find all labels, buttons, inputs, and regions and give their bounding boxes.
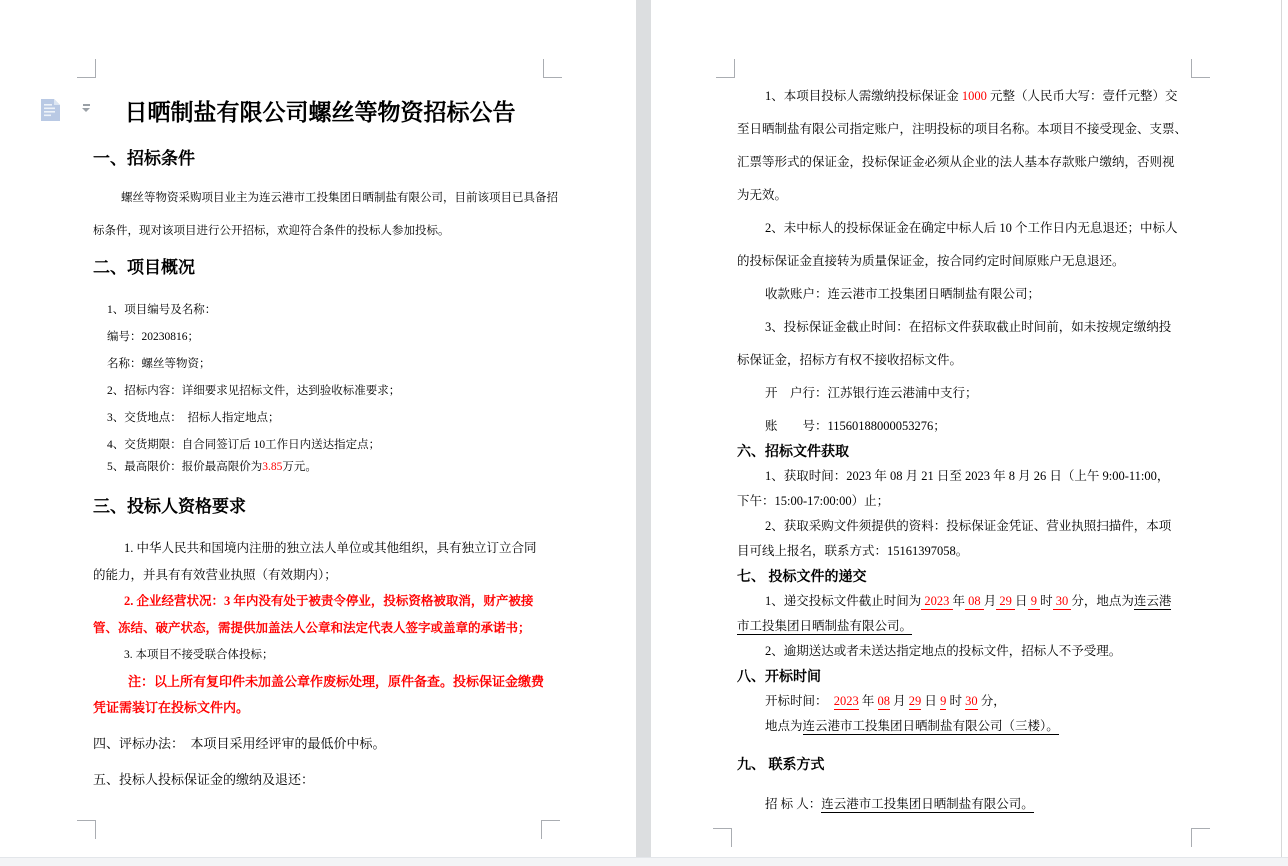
text-segment: 分 [1071, 594, 1084, 608]
crop-mark-bottom-right-p2 [1191, 828, 1210, 847]
clipboard-paste-icon [40, 98, 62, 127]
text-segment: 3.85 [262, 461, 283, 473]
crop-mark-top-right-p1 [543, 59, 562, 78]
text-line [737, 494, 889, 510]
text-line [93, 568, 337, 584]
text-line [737, 757, 825, 775]
text-segment: 的投标保证金直接转为质量保证金，按合同约定时间原账户无息退还。 [737, 254, 1125, 268]
text-segment: 2023 [833, 694, 859, 708]
text-segment: 2、逾期送达或者未送达指定地点的投标文件，招标人不予受理。 [765, 644, 1122, 658]
text-line [737, 669, 821, 687]
text-line [737, 444, 849, 462]
text-segment: 为无效。 [737, 188, 788, 202]
text-segment: 1、获取时间：2023 年 08 月 21 日至 2023 年 8 月 26 日（上午 9:00-11:00， [765, 469, 1170, 483]
text-line [765, 694, 1006, 710]
chevron-down-icon [82, 104, 91, 112]
text-line [95, 99, 545, 128]
text-segment: 2、未中标人的投标保证金在确定中标人后 10 个工作日内无息退还；中标人 [765, 221, 1178, 235]
crop-mark-top-left-p1 [77, 59, 96, 78]
text-segment: ，地点为 [1083, 594, 1134, 608]
text-segment: 日晒制盐有限公司螺丝等物资招标公告 [124, 100, 516, 125]
text-segment: 30 [965, 694, 978, 708]
text-segment: 八、开标时间 [737, 670, 821, 685]
text-line [107, 411, 280, 425]
text-segment: 地点为 [765, 719, 803, 733]
text-segment: 标条件，现对该项目进行公开招标，欢迎符合条件的投标人参加投标。 [93, 225, 450, 237]
text-line [737, 569, 867, 587]
text-segment: 2、获取采购文件须提供的资料：投标保证金凭证、营业执照扫描件，本项 [765, 519, 1172, 533]
text-segment: 招 标 人： [765, 797, 822, 811]
text-segment: 六、招标文件获取 [737, 445, 849, 460]
crop-mark-bottom-left-p2 [713, 828, 732, 847]
page-1[interactable] [0, 0, 636, 857]
text-line [107, 303, 216, 317]
text-segment: 开标时间： [765, 694, 834, 708]
text-line [737, 155, 1175, 171]
text-line [93, 148, 195, 169]
text-segment: 2023 [921, 594, 953, 608]
text-segment: 9 [1027, 594, 1041, 608]
text-segment: 账 号：11560188000053276； [765, 419, 946, 433]
crop-mark-top-left-p2 [716, 59, 735, 78]
text-line [765, 469, 1169, 485]
text-segment: 开 户行：江苏银行连云港浦中支行； [765, 386, 978, 400]
text-segment: 的能力，并具有有效营业执照（有效期内）； [93, 568, 337, 582]
text-line [121, 191, 558, 205]
text-segment: 五、投标人投标保证金的缴纳及退还： [93, 772, 315, 787]
text-segment: 市工投集团日晒制盐有限公司。 [737, 619, 913, 633]
page-separator [636, 0, 651, 857]
text-segment: 三、投标人资格要求 [93, 497, 246, 516]
text-line [93, 496, 246, 517]
text-segment: 分， [977, 694, 1006, 708]
text-segment: 年 [952, 594, 966, 608]
text-segment: 4、交货期限：自合同签订后 10工作日内送达指定点； [107, 439, 381, 451]
text-segment: 年 [858, 694, 878, 708]
text-line [93, 772, 314, 788]
text-segment: 七、 投标文件的递交 [737, 570, 867, 585]
text-segment: 螺丝等物资采购项目业主为连云港市工投集团日晒制盐有限公司，目前该项目已具备招 [121, 192, 558, 204]
text-segment: 目可线上报名，联系方式：15161397058。 [737, 544, 969, 558]
text-line [765, 719, 1059, 735]
text-segment: 注：以上所有复印件未加盖公章作废标处理，原件备查。投标保证金缴费 [128, 674, 545, 689]
text-line [765, 594, 1171, 610]
text-segment: 1. 中华人民共和国境内注册的独立法人单位或其他组织，具有独立订立合同 [124, 541, 537, 555]
text-line [765, 386, 978, 402]
text-line [765, 287, 1040, 303]
window-right-edge [1281, 0, 1282, 857]
text-segment: 凭证需装订在投标文件内。 [93, 700, 250, 715]
text-line [765, 221, 1178, 237]
text-segment: 08 [877, 694, 891, 708]
crop-mark-bottom-left-p1 [77, 820, 96, 839]
text-segment: 9 [940, 694, 947, 708]
text-line [93, 621, 531, 637]
text-line [107, 438, 380, 452]
text-line [107, 357, 211, 371]
text-segment: 1、本项目投标人需缴纳投标保证金 [765, 89, 962, 103]
text-segment: 编号：20230816； [107, 331, 199, 343]
text-segment: 至日晒制盐有限公司指定账户，注明投标的项目名称。本项目不接受现金、支票、 [737, 122, 1188, 136]
text-segment: 名称：螺丝等物资； [107, 358, 211, 370]
text-line [93, 257, 195, 278]
text-segment: 2. 企业经营状况：3 年内没有处于被责令停业，投标资格被取消，财产被接 [124, 594, 534, 608]
text-segment: 二、项目概况 [93, 258, 195, 277]
text-segment: 29 [996, 594, 1016, 608]
text-line [737, 353, 962, 369]
crop-mark-top-right-p2 [1191, 59, 1210, 78]
text-segment: 连云港市工投集团日晒制盐有限公司。 [821, 797, 1034, 811]
text-segment: 月 [983, 594, 997, 608]
text-line [765, 89, 1178, 105]
text-segment: 2、招标内容：详细要求见招标文件，达到验收标准要求； [107, 385, 401, 397]
text-line [107, 330, 199, 344]
text-line [737, 122, 1187, 138]
text-line [765, 519, 1171, 535]
text-segment: 元整（人民币大写：壹仟元整）交 [986, 89, 1178, 103]
text-line [93, 736, 386, 752]
text-segment: 四、评标办法： 本项目采用经评审的最低价中标。 [93, 736, 386, 751]
text-segment: 下午：15:00-17:00:00）止； [737, 494, 890, 508]
text-segment: 5、最高限价：报价最高限价为 [107, 461, 263, 473]
text-segment: 29 [908, 694, 922, 708]
text-line [124, 541, 537, 557]
text-segment: 3、交货地点： 招标人指定地点； [107, 412, 280, 424]
text-segment: 日 [1015, 594, 1028, 608]
text-segment: 1、项目编号及名称： [107, 304, 217, 316]
text-segment: 一、招标条件 [93, 149, 195, 168]
text-segment: 连云港市工投集团日晒制盐有限公司（三楼）。 [802, 719, 1059, 733]
text-line [124, 594, 533, 610]
text-segment: 连云港 [1133, 594, 1172, 608]
text-line [124, 648, 274, 662]
text-segment: 时 [946, 694, 966, 708]
text-line [765, 797, 1034, 813]
text-segment: 30 [1052, 594, 1072, 608]
text-segment: 1、递交投标文件截止时间为 [765, 594, 922, 608]
text-line [93, 224, 450, 238]
text-segment: 3、投标保证金截止时间：在招标文件获取截止时间前，如未按规定缴纳投 [765, 320, 1172, 334]
text-segment: 万元。 [282, 461, 317, 473]
text-line [737, 254, 1125, 270]
text-segment: 时 [1040, 594, 1053, 608]
text-segment: 1000 [961, 89, 987, 103]
text-segment: 汇票等形式的保证金，投标保证金必须从企业的法人基本存款账户缴纳，否则视 [737, 155, 1175, 169]
paste-options-button[interactable] [38, 96, 94, 124]
text-segment: 收款账户：连云港市工投集团日晒制盐有限公司； [765, 287, 1041, 301]
text-line [737, 544, 968, 560]
text-line [765, 320, 1171, 336]
text-line [93, 700, 249, 716]
text-segment: 08 [965, 594, 984, 608]
text-segment: 3. 本项目不接受联合体投标； [124, 649, 274, 661]
text-line [765, 644, 1121, 660]
text-line [107, 460, 317, 474]
text-line [737, 188, 787, 204]
text-segment: 管、冻结、破产状态，需提供加盖法人公章和法定代表人签字或盖章的承诺书； [93, 621, 531, 635]
text-line [128, 674, 544, 690]
text-segment: 月 [890, 694, 909, 708]
text-segment: 日 [921, 694, 941, 708]
text-segment: 标保证金，招标方有权不接收招标文件。 [737, 353, 963, 367]
text-segment: 九、 联系方式 [737, 758, 825, 773]
text-line [737, 619, 912, 635]
crop-mark-bottom-right-p1 [541, 820, 560, 839]
text-line [765, 419, 946, 435]
text-line [107, 384, 400, 398]
